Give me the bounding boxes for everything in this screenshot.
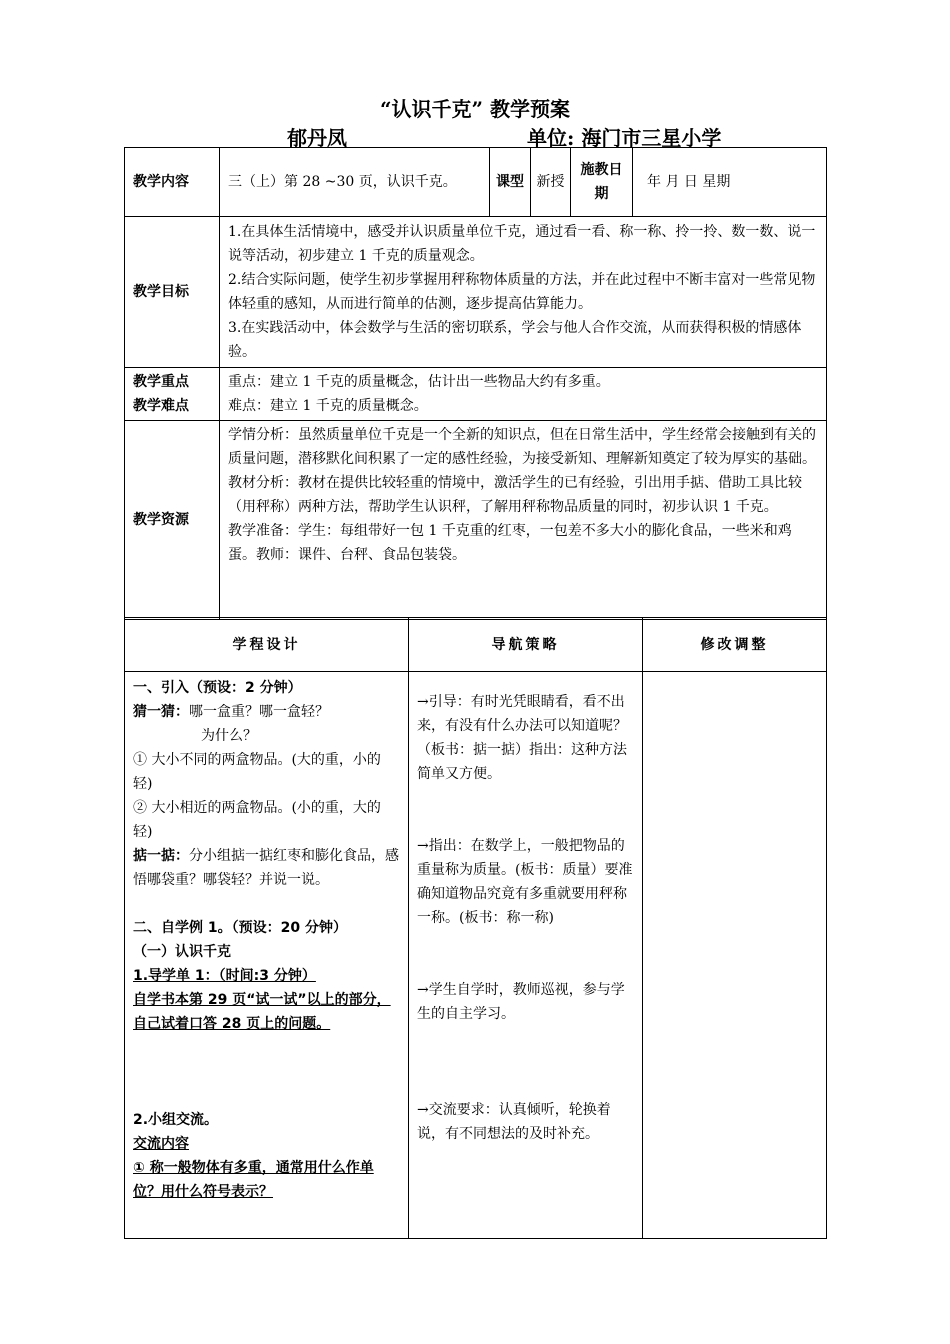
type-label: 课型 [490,148,531,217]
weigh-label: 掂一掂： [133,848,189,864]
goal-item: 3.在实践活动中，体会数学与生活的密切联系，学会与他人合作交流，从而获得积极的情感体验。 [228,320,802,360]
author-name: 郁丹凤 [287,126,347,150]
strategy-col-header: 导航策略 [409,618,643,672]
key-points-labels [125,368,220,421]
resource-item: 学情分析：虽然质量单位千克是一个全新的知识点，但在日常生活中，学生经常会接触到有关的质量问题，潜移默化间积累了一定的感性经验，为接受新知、理解新知奠定了较为厚实的基础。 [228,427,816,467]
adjust-cell [643,672,827,1239]
design-col-header: 学程设计 [125,618,409,672]
content-value: 三（上）第 28 ~30 页，认识千克。 [220,148,490,217]
goals-row [125,217,827,368]
date-value: 年 月 日 星期 [633,148,827,217]
key-points-row [125,368,827,421]
strategy-item: →交流要求：认真倾听，轮换着说，有不同想法的及时补充。 [417,1102,611,1142]
resources-row [125,421,827,620]
weigh-text: 分小组掂一掂红枣和膨化食品，感悟哪袋重？哪袋轻？并说一说。 [133,848,399,888]
goals-label: 教学目标 [125,217,220,368]
key-label: 教学重点 [133,374,189,390]
resource-item: 教学准备：学生：每组带好一包 1 千克重的红枣，一包差不多大小的膨化食品，一些米和鸡蛋。教师：课件、台秤、食品包装袋。 [228,523,792,563]
goal-item: 2.结合实际问题，使学生初步掌握用秤称物体质量的方法，并在此过程中不断丰富对一些常见物体轻重的感知，从而进行简单的估测，逐步提高估算能力。 [228,272,816,312]
difficulty-text: 难点：建立 1 千克的质量概念。 [228,398,428,414]
strategy-item: →指出：在数学上，一般把物品的重量称为质量。(板书：质量）要准确知道物品究竟有多重就要用秤称一称。(板书：称一称) [417,838,633,926]
design-header-row [125,618,827,672]
goal-item: 1.在具体生活情境中，感受并认识质量单位千克，通过看一看、称一称、拎一拎、数一数、说一说等活动，初步建立 1 千克的质量观念。 [228,224,816,264]
section2-heading: 二、自学例 1。（预设：20 分钟） [133,920,347,936]
resources-label: 教学资源 [125,421,220,620]
strategy-item: →引导：有时光凭眼睛看，看不出来，有没有什么办法可以知道呢？（板书：掂一掂）指出：这种方法简单又方便。 [417,694,627,782]
guide-sheet-heading: 1.导学单 1：（时间:3 分钟） [133,968,316,984]
design-cell [125,672,409,1239]
school-unit: 单位: 海门市三星小学 [527,126,722,150]
content-label: 教学内容 [125,148,220,217]
content-row [125,148,827,217]
compare-item: ① 大小不同的两盒物品。(大的重，小的轻) [133,752,381,792]
intro-heading: 一、引入（预设：2 分钟） [133,680,302,696]
subsection-heading: （一）认识千克 [133,944,231,960]
resources-cell [220,421,827,620]
guide-sheet-text: 自学书本第 29 页“试一试”以上的部分，自己试着口答 28 页上的问题。 [133,992,391,1032]
group-exchange-heading: 2.小组交流。 [133,1112,219,1128]
adjust-col-header: 修改调整 [643,618,827,672]
document-title: “认识千克” 教学预案 [380,97,570,121]
exchange-content-label: 交流内容 [133,1136,189,1152]
lesson-info-table [124,147,827,620]
compare-item: ② 大小相近的两盒物品。(小的重，大的轻) [133,800,381,840]
design-body-row [125,672,827,1239]
strategy-cell [409,672,643,1239]
key-points-cell [220,368,827,421]
guess-text: 哪一盒重？哪一盒轻？ [189,704,329,720]
type-value: 新授 [531,148,571,217]
resource-item: 教材分析：教材在提供比较轻重的情境中，激活学生的已有经验，引出用手掂、借助工具比较（用秤称）两种方法，帮助学生认识秤，了解用秤称物品质量的同时，初步认识 1 千克。 [228,475,802,515]
strategy-item: →学生自学时，教师巡视，参与学生的自主学习。 [417,982,625,1022]
guess-label: 猜一猜： [133,704,189,720]
goals-cell [220,217,827,368]
exchange-question: ① 称一般物体有多重，通常用什么作单位？用什么符号表示？ [133,1160,374,1200]
difficulty-label: 教学难点 [133,398,189,414]
why-text: 为什么？ [201,728,257,744]
date-label: 施教日期 [571,148,633,217]
lesson-design-table [124,617,827,1239]
key-text: 重点：建立 1 千克的质量概念，估计出一些物品大约有多重。 [228,374,610,390]
